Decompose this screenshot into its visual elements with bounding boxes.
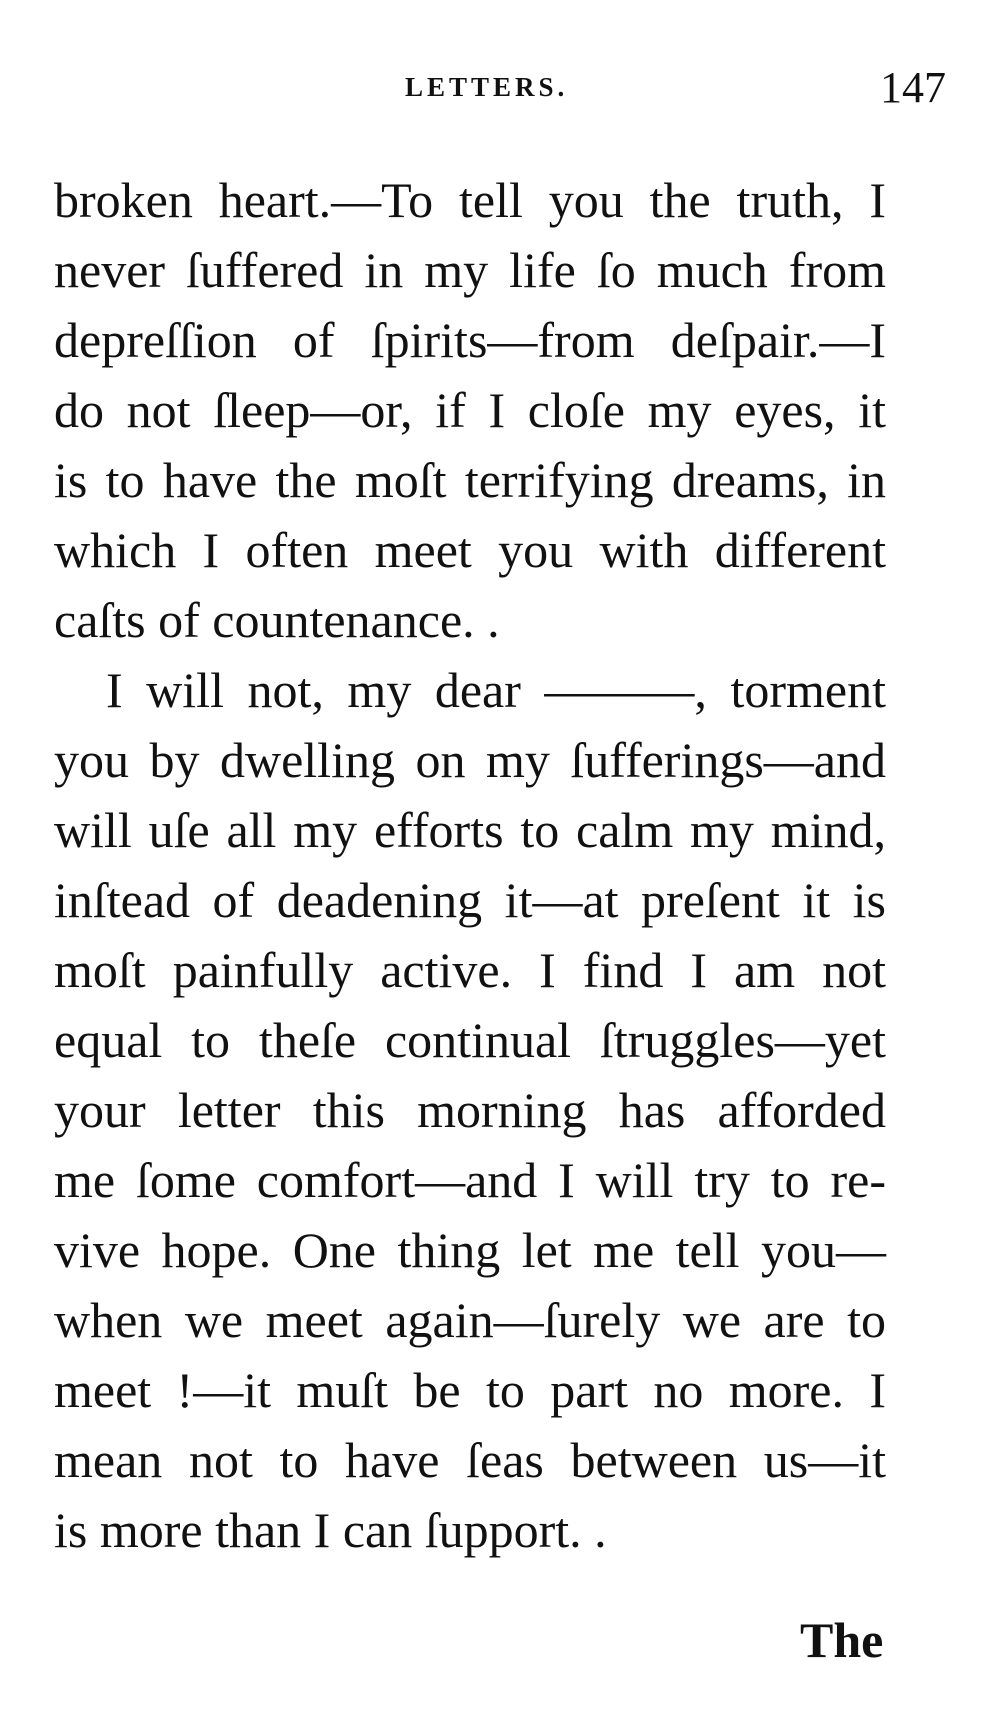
text-line: meet !—it muſt be to part no more. I	[54, 1362, 886, 1418]
text-line: when we meet again—ſurely we are to	[54, 1292, 886, 1348]
text-line: inſtead of deadening it—at preſent it is	[54, 872, 886, 928]
text-line: is more than I can ſupport. .	[54, 1502, 607, 1558]
text-line: which I often meet you with different	[54, 522, 886, 578]
text-line: broken heart.—To tell you the truth, I	[54, 172, 886, 228]
text-line: mean not to have ſeas between us—it	[54, 1432, 886, 1488]
text-line: your letter this morning has afforded	[54, 1082, 886, 1138]
page-number: 147	[880, 63, 946, 112]
text-line: equal to theſe continual ſtruggles—yet	[54, 1012, 886, 1068]
text-line: me ſome comfort—and I will try to re-	[54, 1152, 886, 1208]
paragraph-2	[54, 655, 886, 1565]
text-line: never ſuffered in my life ſo much from	[54, 242, 886, 298]
running-title: LETTERS.	[405, 72, 569, 102]
text-line: will uſe all my efforts to calm my mind,	[54, 802, 886, 858]
text-line: I will not, my dear ———, torment	[106, 662, 886, 718]
text-line: you by dwelling on my ſufferings—and	[54, 732, 886, 788]
text-line: moſt painfully active. I find I am not	[54, 942, 886, 998]
paragraph-1	[54, 165, 886, 655]
text-line: do not ſleep—or, if I cloſe my eyes, it	[54, 382, 886, 438]
text-line: depreſſion of ſpirits—from deſpair.—I	[54, 312, 886, 368]
text-line: is to have the moſt terrifying dreams, in	[54, 452, 886, 508]
text-line: vive hope. One thing let me tell you—	[54, 1222, 886, 1278]
body-text	[54, 165, 886, 1565]
catchword: The	[800, 1612, 884, 1668]
text-line: caſts of countenance. .	[54, 592, 500, 648]
running-head	[0, 60, 1000, 120]
